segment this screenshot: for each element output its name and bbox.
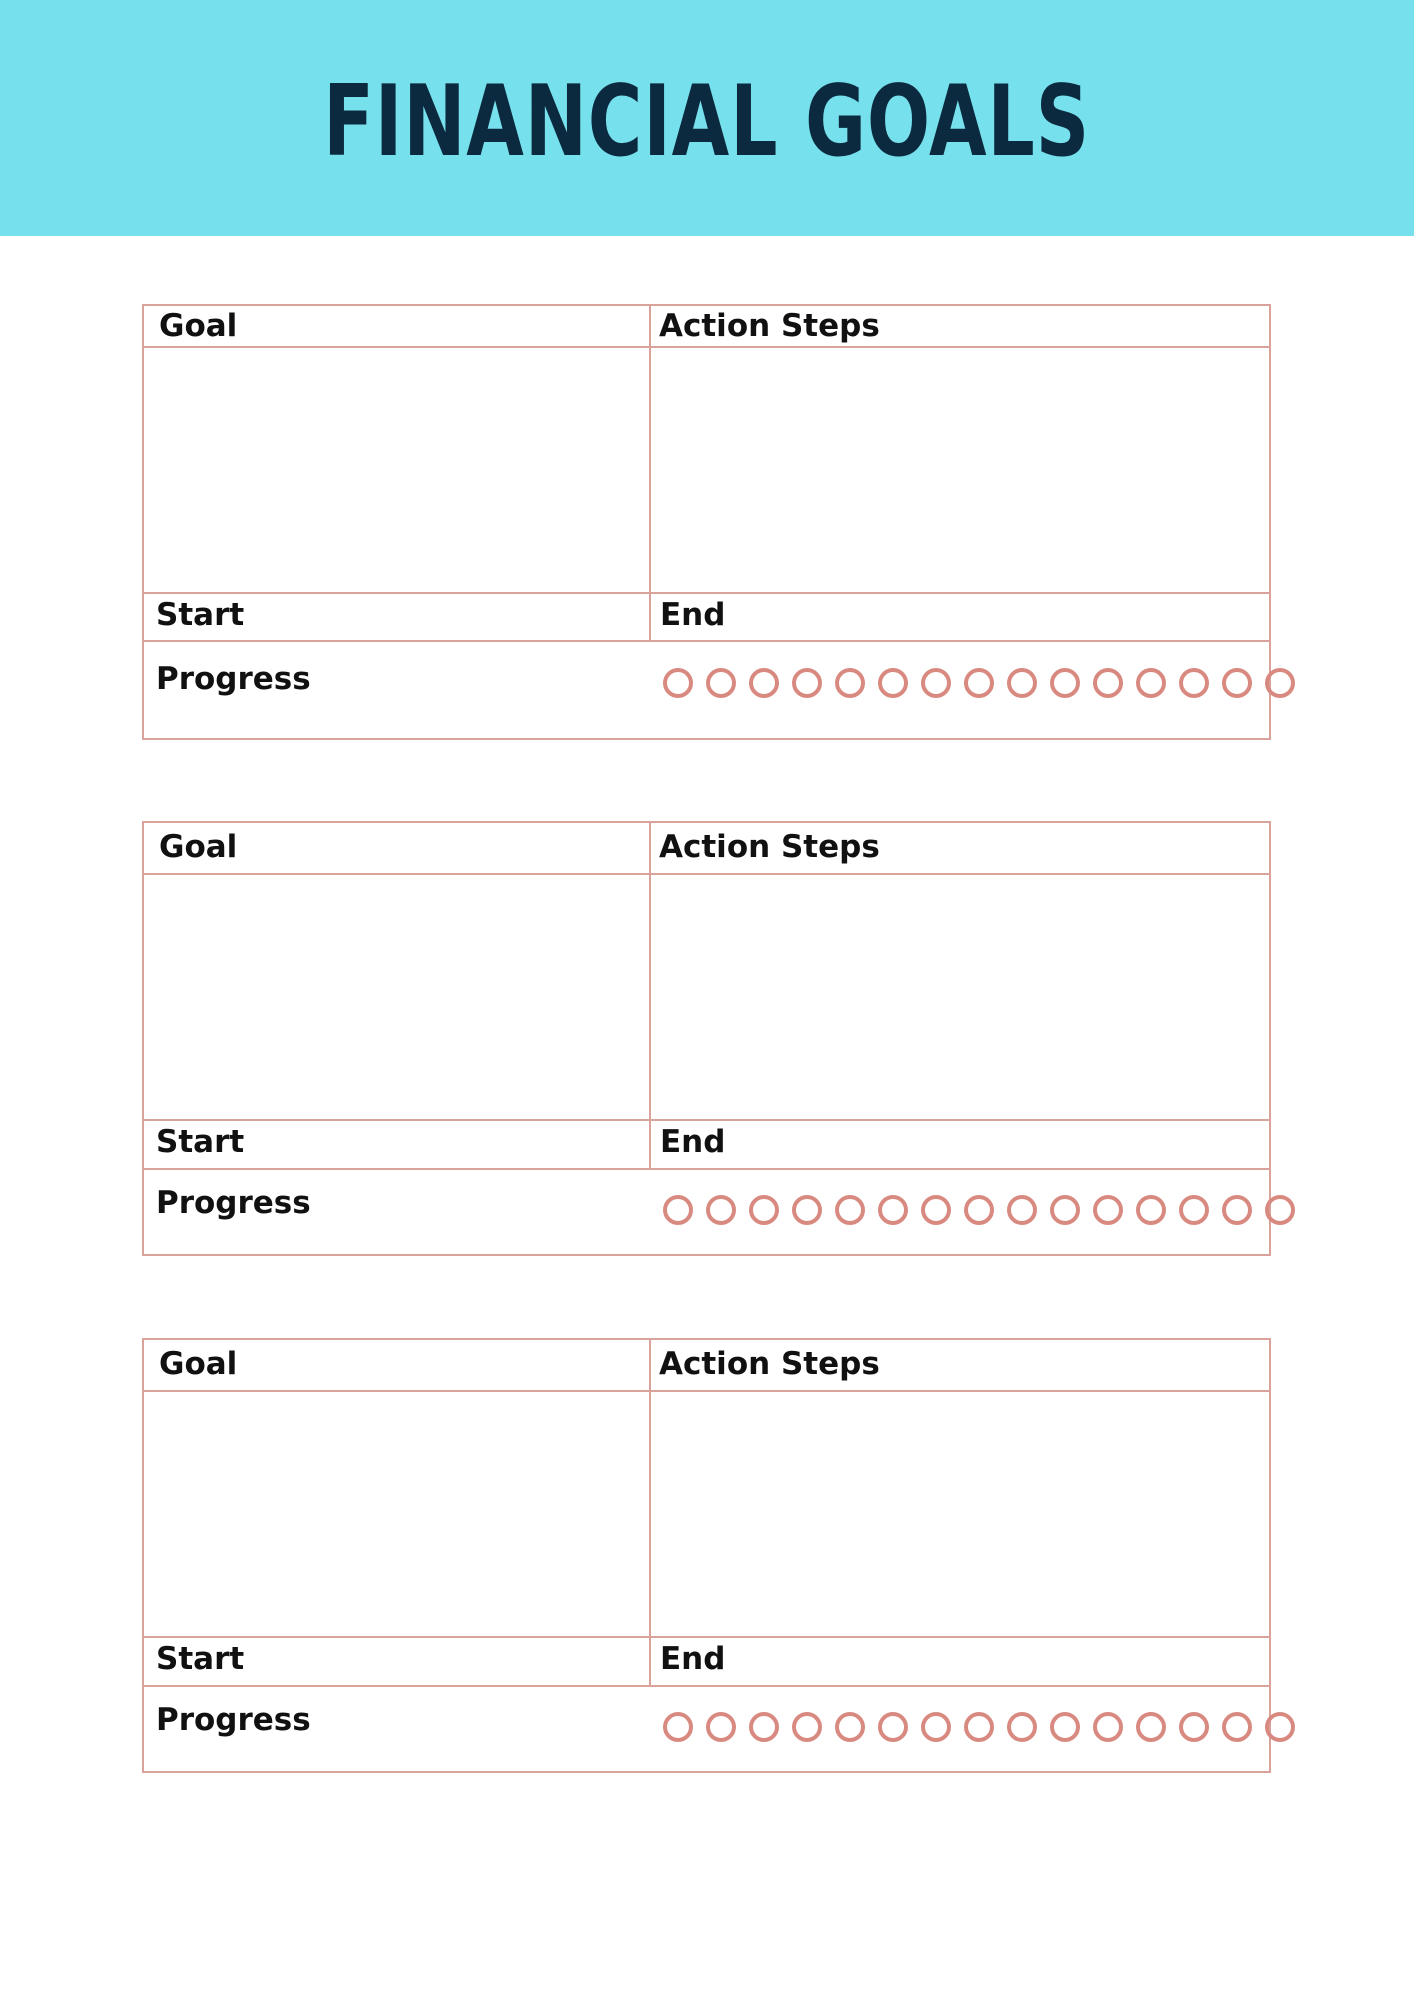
progress-circle[interactable]	[663, 1195, 693, 1225]
progress-circle[interactable]	[749, 1195, 779, 1225]
page-header	[0, 0, 1414, 236]
card-header-row	[144, 306, 1269, 348]
end-cell[interactable]	[649, 1121, 1269, 1168]
progress-circle[interactable]	[1050, 1195, 1080, 1225]
progress-circle[interactable]	[1007, 668, 1037, 698]
progress-circle[interactable]	[663, 1712, 693, 1742]
progress-circle[interactable]	[1222, 668, 1252, 698]
progress-circle[interactable]	[706, 1712, 736, 1742]
progress-circle[interactable]	[706, 668, 736, 698]
end-cell[interactable]	[649, 1638, 1269, 1685]
progress-circle[interactable]	[1136, 1712, 1166, 1742]
goal-label: Goal	[159, 829, 238, 865]
progress-tracker	[649, 1687, 1269, 1771]
goal-card	[142, 821, 1271, 1256]
progress-circle[interactable]	[1093, 1195, 1123, 1225]
start-cell[interactable]	[144, 594, 649, 640]
card-progress-row	[144, 1170, 1269, 1254]
progress-circle[interactable]	[921, 668, 951, 698]
card-body-row	[144, 1392, 1269, 1638]
card-dates-row	[144, 594, 1269, 642]
card-dates-row	[144, 1638, 1269, 1687]
action-steps-header-cell	[649, 823, 1269, 873]
action-steps-label: Action Steps	[659, 1346, 880, 1382]
progress-circle[interactable]	[964, 1712, 994, 1742]
progress-circle[interactable]	[835, 1195, 865, 1225]
action-steps-label: Action Steps	[659, 829, 880, 865]
progress-circle[interactable]	[1093, 1712, 1123, 1742]
start-label: Start	[156, 597, 245, 633]
progress-circle[interactable]	[964, 668, 994, 698]
progress-circle[interactable]	[1136, 1195, 1166, 1225]
goal-card	[142, 304, 1271, 740]
progress-tracker	[649, 1170, 1269, 1254]
action-steps-input-area[interactable]	[649, 348, 1269, 592]
action-steps-header-cell	[649, 306, 1269, 346]
progress-circle[interactable]	[1050, 668, 1080, 698]
progress-circle[interactable]	[792, 668, 822, 698]
progress-circle[interactable]	[1007, 1195, 1037, 1225]
progress-circle[interactable]	[964, 1195, 994, 1225]
progress-circle[interactable]	[878, 1712, 908, 1742]
goal-card	[142, 1338, 1271, 1773]
start-cell[interactable]	[144, 1638, 649, 1685]
start-label: Start	[156, 1124, 245, 1160]
goal-input-area[interactable]	[144, 348, 649, 592]
progress-circle[interactable]	[663, 668, 693, 698]
progress-circle[interactable]	[1179, 1712, 1209, 1742]
goal-header-cell	[144, 823, 649, 873]
goal-label: Goal	[159, 308, 238, 344]
progress-circle[interactable]	[921, 1195, 951, 1225]
card-body-row	[144, 875, 1269, 1121]
end-cell[interactable]	[649, 594, 1269, 640]
goal-header-cell	[144, 1340, 649, 1390]
page-title: FINANCIAL GOALS	[323, 65, 1091, 179]
card-progress-row	[144, 1687, 1269, 1771]
progress-circle[interactable]	[1265, 1195, 1295, 1225]
action-steps-input-area[interactable]	[649, 1392, 1269, 1636]
progress-circle[interactable]	[921, 1712, 951, 1742]
progress-circle[interactable]	[1050, 1712, 1080, 1742]
action-steps-input-area[interactable]	[649, 875, 1269, 1119]
progress-tracker	[649, 642, 1269, 738]
card-body-row	[144, 348, 1269, 594]
end-label: End	[660, 1124, 726, 1160]
action-steps-header-cell	[649, 1340, 1269, 1390]
progress-circle[interactable]	[792, 1195, 822, 1225]
start-cell[interactable]	[144, 1121, 649, 1168]
end-label: End	[660, 597, 726, 633]
progress-label: Progress	[156, 1702, 311, 1738]
progress-circle[interactable]	[835, 1712, 865, 1742]
progress-circle[interactable]	[1179, 668, 1209, 698]
progress-circle[interactable]	[1136, 668, 1166, 698]
progress-label: Progress	[156, 661, 311, 697]
end-label: End	[660, 1641, 726, 1677]
card-dates-row	[144, 1121, 1269, 1170]
progress-circle[interactable]	[878, 1195, 908, 1225]
progress-circle[interactable]	[1265, 668, 1295, 698]
goal-header-cell	[144, 306, 649, 346]
progress-circle[interactable]	[1179, 1195, 1209, 1225]
progress-circle[interactable]	[1007, 1712, 1037, 1742]
progress-circle[interactable]	[1093, 668, 1123, 698]
progress-circle[interactable]	[835, 668, 865, 698]
goal-label: Goal	[159, 1346, 238, 1382]
progress-circle[interactable]	[1222, 1712, 1252, 1742]
progress-circle[interactable]	[706, 1195, 736, 1225]
progress-label: Progress	[156, 1185, 311, 1221]
progress-circle[interactable]	[1265, 1712, 1295, 1742]
action-steps-label: Action Steps	[659, 308, 880, 344]
card-header-row	[144, 823, 1269, 875]
progress-circle[interactable]	[749, 668, 779, 698]
goal-input-area[interactable]	[144, 875, 649, 1119]
progress-circle[interactable]	[1222, 1195, 1252, 1225]
start-label: Start	[156, 1641, 245, 1677]
progress-circle[interactable]	[792, 1712, 822, 1742]
goal-input-area[interactable]	[144, 1392, 649, 1636]
card-header-row	[144, 1340, 1269, 1392]
progress-circle[interactable]	[878, 668, 908, 698]
progress-circle[interactable]	[749, 1712, 779, 1742]
card-progress-row	[144, 642, 1269, 738]
